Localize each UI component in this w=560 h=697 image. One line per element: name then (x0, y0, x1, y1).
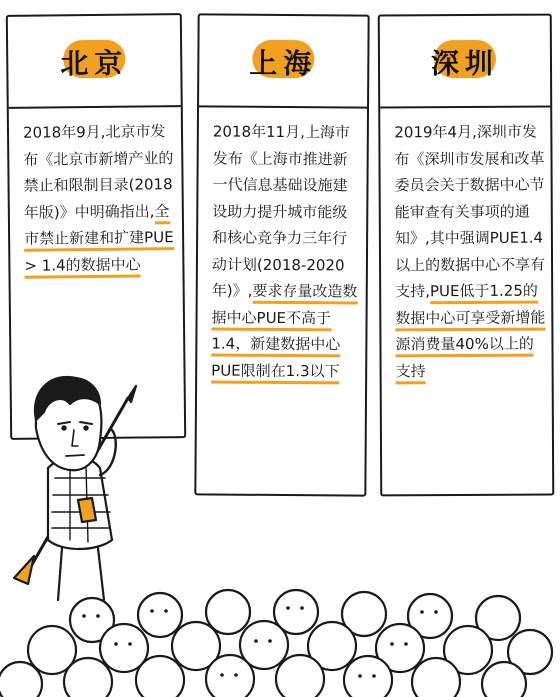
policy-intro: 2018年9月,北京市发布《北京市新增产业的禁止和限制目录(2018年版)》中明确指出, (22, 122, 174, 222)
city-title: 北京 (60, 46, 129, 81)
warrior-character-icon (14, 377, 136, 600)
crowd-faces-icon (0, 590, 552, 697)
policy-intro: 2019年4月,深圳市发布《深圳市发展和改革委员会关于数据中心节能审查有关事项的通知》,其中强调PUE1.4以上的数据中心不享有支持, (394, 122, 546, 301)
policy-intro: 2018年11月,上海市发布《上海市推进新一代信息基础设施建设助力提升城市能级和核心竞争力三年行动计划(2018-2020年)》, (211, 122, 350, 300)
policy-highlight: 全市禁止新建和扩建PUE > 1.4的数据中心 (24, 202, 174, 279)
policy-highlight: PUE低于1.25的数据中心可享受新增能源消费量40%以上的支持 (395, 282, 545, 384)
city-title: 深圳 (430, 46, 500, 81)
policy-highlight: 要求存量改造数据中心PUE不高于1.4，新建数据中心PUE限制在1.3以下 (211, 282, 357, 384)
city-title: 上海 (249, 46, 318, 81)
